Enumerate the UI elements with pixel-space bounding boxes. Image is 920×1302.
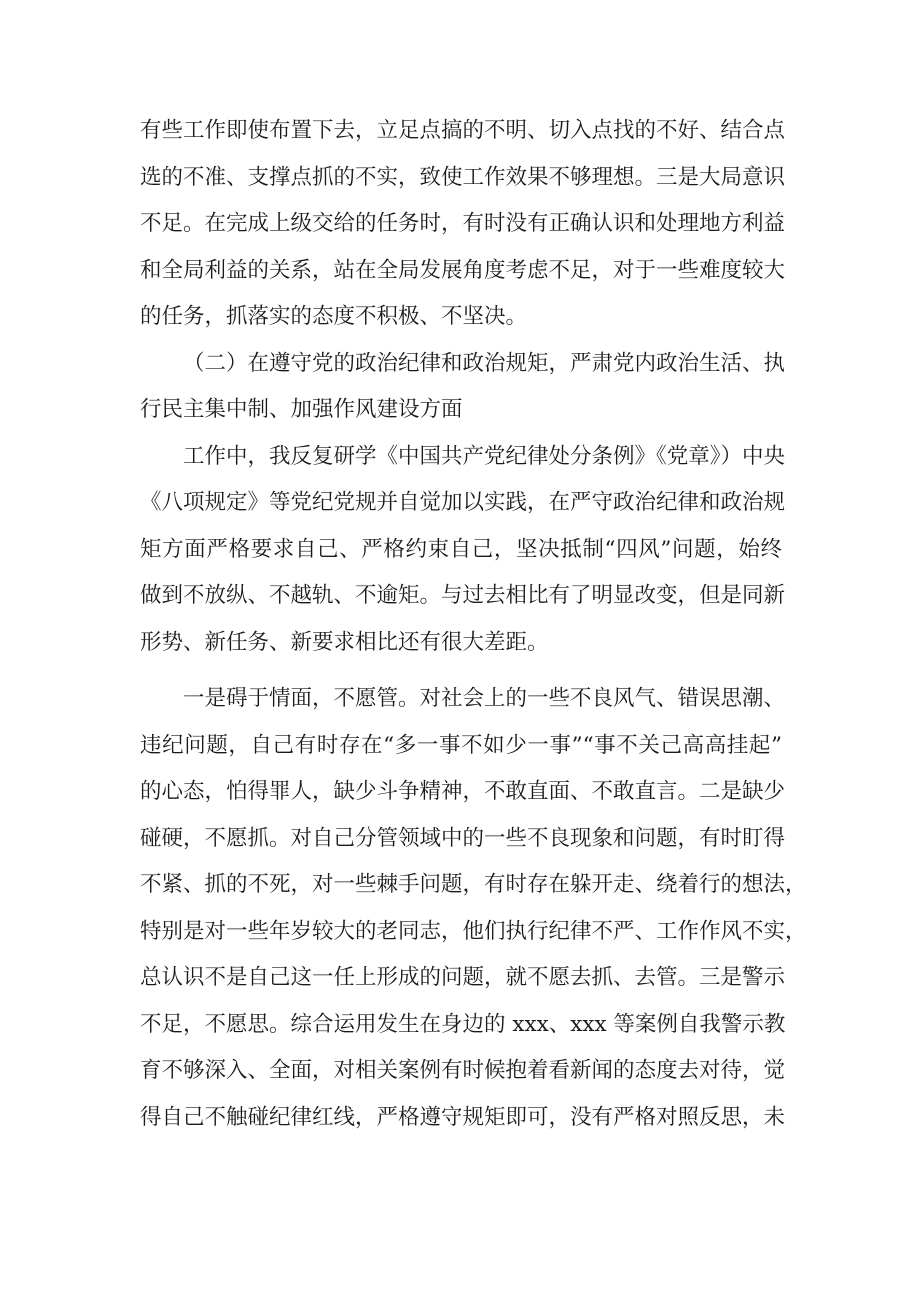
text-line: 和全局利益的关系，站在全局发展角度考虑不足，对于一些难度较大 xyxy=(140,257,786,283)
text-line: 育不够深入、全面，对相关案例有时候抱着看新闻的态度去对待，觉 xyxy=(140,1058,786,1083)
text-line: 不足。在完成上级交给的任务时，有时没有正确认识和处理地方利益 xyxy=(140,211,786,236)
text-line: 《八项规定》等党纪党规并自觉加以实践，在严守政治纪律和政治规 xyxy=(140,490,786,515)
paragraph-problems xyxy=(140,676,807,1141)
heading-line: 行民主集中制、加强作风建设方面 xyxy=(140,397,463,422)
text-line: 总认识不是自己这一任上形成的问题，就不愿去抓、去管。三是警示 xyxy=(140,965,786,990)
document-body xyxy=(140,108,807,1141)
paragraph-continuation xyxy=(140,108,786,341)
text-line: 矩方面严格要求自己、严格约束自己，坚决抵制“四风”问题，始终 xyxy=(140,536,782,562)
heading-line: （二）在遵守党的政治纪律和政治规矩，严肃党内政治生活、执 xyxy=(183,350,786,376)
text-line: 一是碍于情面，不愿管。对社会上的一些不良风气、错误思潮、 xyxy=(183,686,786,711)
paragraph-work-summary xyxy=(140,434,786,667)
paragraph-gap xyxy=(140,666,782,676)
text-line: 的心态，怕得罪人，缺少斗争精神，不敢直面、不敢直言。二是缺少 xyxy=(140,779,786,804)
text-line: 特别是对一些年岁较大的老同志，他们执行纪律不严、工作作风不实， xyxy=(140,918,807,944)
text-line: 的任务，抓落实的态度不积极、不坚决。 xyxy=(140,304,528,329)
text-line: 碰硬，不愿抓。对自己分管领域中的一些不良现象和问题，有时盯得 xyxy=(140,825,786,851)
text-line: 有些工作即使布置下去，立足点搞的不明、切入点找的不好、结合点 xyxy=(140,118,786,143)
text-line: 选的不准、支撑点抓的不实，致使工作效果不够理想。三是大局意识 xyxy=(140,164,786,190)
text-line: 形势、新任务、新要求相比还有很大差距。 xyxy=(140,629,549,655)
text-line: 违纪问题，自己有时存在“多一事不如少一事”“事不关己高高挂起” xyxy=(140,732,782,758)
text-line: 做到不放纵、不越轨、不逾矩。与过去相比有了明显改变，但是同新 xyxy=(140,583,786,608)
section-heading xyxy=(140,341,786,434)
text-line: 工作中，我反复研学《中国共产党纪律处分条例》《党章》）中央 xyxy=(183,443,786,469)
text-line: 得自己不触碰纪律红线，严格遵守规矩即可，没有严格对照反思，未 xyxy=(140,1104,786,1130)
text-line: 不足，不愿思。综合运用发生在身边的 xxx、xxx 等案例自我警示教 xyxy=(140,1011,786,1037)
text-line: 不紧、抓的不死，对一些棘手问题，有时存在躲开走、绕着行的想法， xyxy=(140,872,807,897)
